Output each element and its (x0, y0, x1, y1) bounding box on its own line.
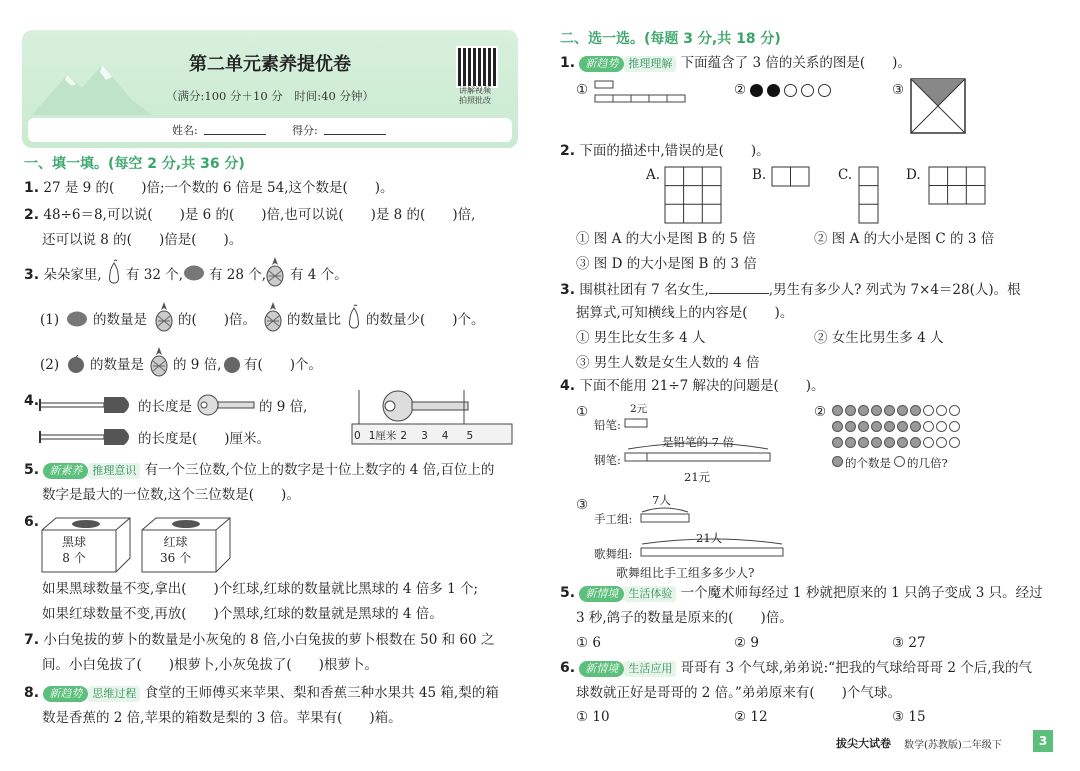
grid-figure-d (928, 166, 986, 206)
score-field[interactable] (324, 134, 386, 135)
s2q4-option-1[interactable]: ① (576, 404, 589, 420)
tag-new-context: 新情境 (579, 661, 624, 677)
pineapple-icon (262, 302, 284, 332)
qr-code[interactable] (456, 46, 498, 88)
s2-question-1: 1. 新趋势 推理理解 下面蕴含了 3 倍的关系的图是( )。 (560, 55, 911, 71)
s2q1-option-1[interactable]: ① (576, 82, 589, 98)
q4-text2: 的 9 倍, (259, 399, 308, 415)
s2q2-label-d: D. (906, 167, 921, 183)
tag-new-trend: 新趋势 (579, 56, 624, 72)
score-label: 得分: (292, 124, 318, 137)
s2-question-5: 5. 新情境 生活体验 一个魔术师每经过 1 秒就把原来的 1 只鸽子变成 3 只。经过 (560, 585, 1043, 601)
s2q2-option-3[interactable]: ③ 图 D 的大小是图 B 的 3 倍 (576, 256, 757, 272)
s2q1-bar-diagram (594, 80, 686, 104)
s2q4-price: 2元 (630, 403, 648, 415)
s2-question-2: 2. 下面的描述中,错误的是( )。 (560, 143, 770, 159)
s2q2-option-2[interactable]: ② 图 A 的大小是图 C 的 3 倍 (814, 231, 995, 247)
s2q3-blank[interactable] (709, 279, 769, 294)
s2q1-option-2[interactable]: ② (734, 80, 835, 100)
grid-figure-c (858, 166, 880, 224)
s2q2-label-a: A. (646, 167, 661, 183)
grid-figure-a (664, 166, 722, 224)
s2q4-option-2[interactable]: ② (814, 404, 827, 420)
s2q4-7people: 7人 (652, 493, 671, 507)
s2q1-square-diagram (910, 78, 966, 134)
s2q4-group2: 歌舞组: (594, 547, 633, 561)
s2q3-option-3[interactable]: ③ 男生人数是女生人数的 4 倍 (576, 355, 760, 371)
section2-heading: 二、选一选。(每题 3 分,共 18 分) (560, 31, 781, 47)
s2q4-pen-label: 钢笔: (594, 453, 621, 467)
s2q5-option-2[interactable]: ② 9 (734, 635, 759, 651)
pear-icon (346, 304, 362, 330)
q4-text3: 的长度是( )厘米。 (138, 431, 271, 447)
pineapple-icon (153, 302, 175, 332)
page-number: 3 (1033, 730, 1053, 752)
footer-subject: 数学(苏教版)二年级下 (904, 740, 1002, 751)
s2-question-4: 4. 下面不能用 21÷7 解决的问题是( )。 (560, 378, 825, 394)
q3-pineapple-count: 有 4 个。 (290, 267, 348, 283)
tag-life-experience: 生活体验 (624, 586, 676, 602)
s2-question-3-line2: 据算式,可知横线上的内容是( )。 (576, 305, 794, 321)
question-8-line2: 数是香蕉的 2 倍,苹果的箱数是梨的 3 倍。苹果有( )箱。 (42, 710, 402, 726)
question-2-line2: 还可以说 8 的( )倍是( )。 (42, 232, 243, 248)
question-1: 1. 27 是 9 的( )倍;一个数的 6 倍是 54,这个数是( )。 (24, 180, 394, 196)
shovel-icon (38, 425, 138, 451)
q3-sub2-text3: 有( )个。 (244, 357, 323, 373)
s2q4-group1: 手工组: (594, 512, 633, 526)
question-4: 4. (24, 393, 40, 409)
section1-heading: 一、填一填。(每空 2 分,共 36 分) (24, 156, 245, 172)
question-6-line1: 如果黑球数量不变,拿出( )个红球,红球的数量就比黑球的 4 倍多 1 个; (42, 581, 479, 597)
question-7: 7. 小白兔拔的萝卜的数量是小灰兔的 8 倍,小白兔拔的萝卜根数在 50 和 60 之 (24, 632, 495, 648)
page-title: 第二单元素养提优卷 (189, 54, 351, 75)
question-5-line2: 数字是最大的一位数,这个三位数是( )。 (42, 487, 300, 503)
s2q4-21people: 21人 (696, 531, 723, 545)
s2-question-6: 6. 新情境 生活应用 哥哥有 3 个气球,弟弟说:“把我的气球给哥哥 2 个后,我的气 (560, 660, 1033, 676)
s2q4-option-3[interactable]: ③ (576, 497, 589, 513)
s2q4-note: 是铅笔的 7 倍 (662, 435, 735, 449)
tag-new-context: 新情境 (579, 586, 624, 602)
s2q6-option-1[interactable]: ① 10 (576, 709, 610, 725)
s2q6-option-3[interactable]: ③ 15 (892, 709, 926, 725)
page-subtitle: （满分:100 分＋10 分 时间:40 分钟） (166, 89, 374, 103)
name-field[interactable] (204, 134, 266, 135)
question-2: 2. 48÷6＝8,可以说( )是 6 的( )倍,也可以说( )是 8 的( )倍, (24, 207, 476, 223)
qr-label: 讲解视频 拍照批改 (459, 86, 491, 105)
grid-figure-b (771, 166, 811, 188)
q3-sub1-text: 的数量是 (93, 312, 147, 328)
q3-sub1-text4: 的数量少( )个。 (366, 312, 485, 328)
s2q4-dot-question: 的个数是 的几倍? (832, 455, 948, 471)
tag-reasoning: 推理意识 (88, 463, 140, 479)
tag-new-trend: 新趋势 (43, 686, 88, 702)
q3-sub1: (1) (40, 312, 60, 328)
s2q4-total: 21元 (684, 470, 711, 484)
s2-question-3: 3. 围棋社团有 7 名女生, ,男生有多少人? 列式为 7×4＝28(人)。根 (560, 279, 1021, 300)
s2q4-pencil-label: 铅笔: (594, 418, 621, 432)
s2q2-option-1[interactable]: ① 图 A 的大小是图 B 的 5 倍 (576, 231, 756, 247)
question-3: 3. 朵朵家里, (24, 267, 102, 283)
footer-brand: 拔尖大试卷 (836, 737, 891, 750)
apple-icon (222, 355, 242, 373)
question-7-line2: 间。小白兔拔了( )根萝卜,小灰兔拔了( )根萝卜。 (42, 657, 378, 673)
tag-life-application: 生活应用 (624, 661, 676, 677)
s2q2-label-c: C. (838, 167, 853, 183)
q3-sub1-text2: 的( )倍。 (178, 312, 257, 328)
pear-icon (106, 259, 122, 285)
red-ball-box: 红球 36 个 (160, 535, 192, 565)
s2q2-label-b: B. (752, 167, 767, 183)
question-6-line2: 如果红球数量不变,再放( )个黑球,红球的数量就是黑球的 4 倍。 (42, 606, 443, 622)
q3-tomato-count: 有 28 个, (209, 267, 267, 283)
tomato-icon (66, 310, 88, 328)
q3-sub2-text: 的数量是 (90, 357, 144, 373)
key-icon (196, 392, 258, 418)
apple-icon (66, 355, 86, 373)
question-6: 6. (24, 514, 40, 530)
q3-pear-count: 有 32 个, (126, 267, 184, 283)
s2q4-question-text: 歌舞组比手工组多多少人? (616, 566, 755, 580)
pineapple-icon (264, 257, 286, 287)
s2q1-option-3[interactable]: ③ (892, 82, 905, 98)
pineapple-icon (148, 347, 170, 377)
s2-question-6-line2: 球数就正好是哥哥的 2 倍。”弟弟原来有( )个气球。 (576, 685, 901, 701)
q3-sub2: (2) (40, 357, 60, 373)
black-ball-box: 黑球 8 个 (62, 535, 87, 565)
q3-sub1-text3: 的数量比 (287, 312, 341, 328)
s2q6-option-2[interactable]: ② 12 (734, 709, 768, 725)
s2-question-5-line2: 3 秒,鸽子的数量是原来的( )倍。 (576, 610, 793, 626)
s2q5-option-1[interactable]: ① 6 (576, 635, 601, 651)
s2q4-dot-grid (832, 403, 962, 451)
tomato-icon (183, 263, 205, 281)
header-banner (22, 30, 518, 148)
question-5: 5. 新素养 推理意识 有一个三位数,个位上的数字是十位上数字的 4 倍,百位上的 (24, 462, 495, 478)
q3-sub2-text2: 的 9 倍, (173, 357, 222, 373)
s2q3-option-1[interactable]: ① 男生比女生多 4 人 (576, 330, 706, 346)
ruler-ticks: 0 1厘米 2 3 4 5 (354, 430, 474, 442)
tag-new-literacy: 新素养 (43, 463, 88, 479)
shovel-icon (38, 393, 138, 419)
tag-thinking: 思维过程 (88, 686, 140, 702)
q4-text1: 的长度是 (138, 399, 192, 415)
s2q5-option-3[interactable]: ③ 27 (892, 635, 926, 651)
s2q3-option-2[interactable]: ② 女生比男生多 4 人 (814, 330, 944, 346)
name-label: 姓名: (172, 124, 198, 137)
name-score-bar (28, 118, 512, 142)
tag-reasoning: 推理理解 (624, 56, 676, 72)
question-8: 8. 新趋势 思维过程 食堂的王师傅买来苹果、梨和香蕉三种水果共 45 箱,梨的箱 (24, 685, 499, 701)
